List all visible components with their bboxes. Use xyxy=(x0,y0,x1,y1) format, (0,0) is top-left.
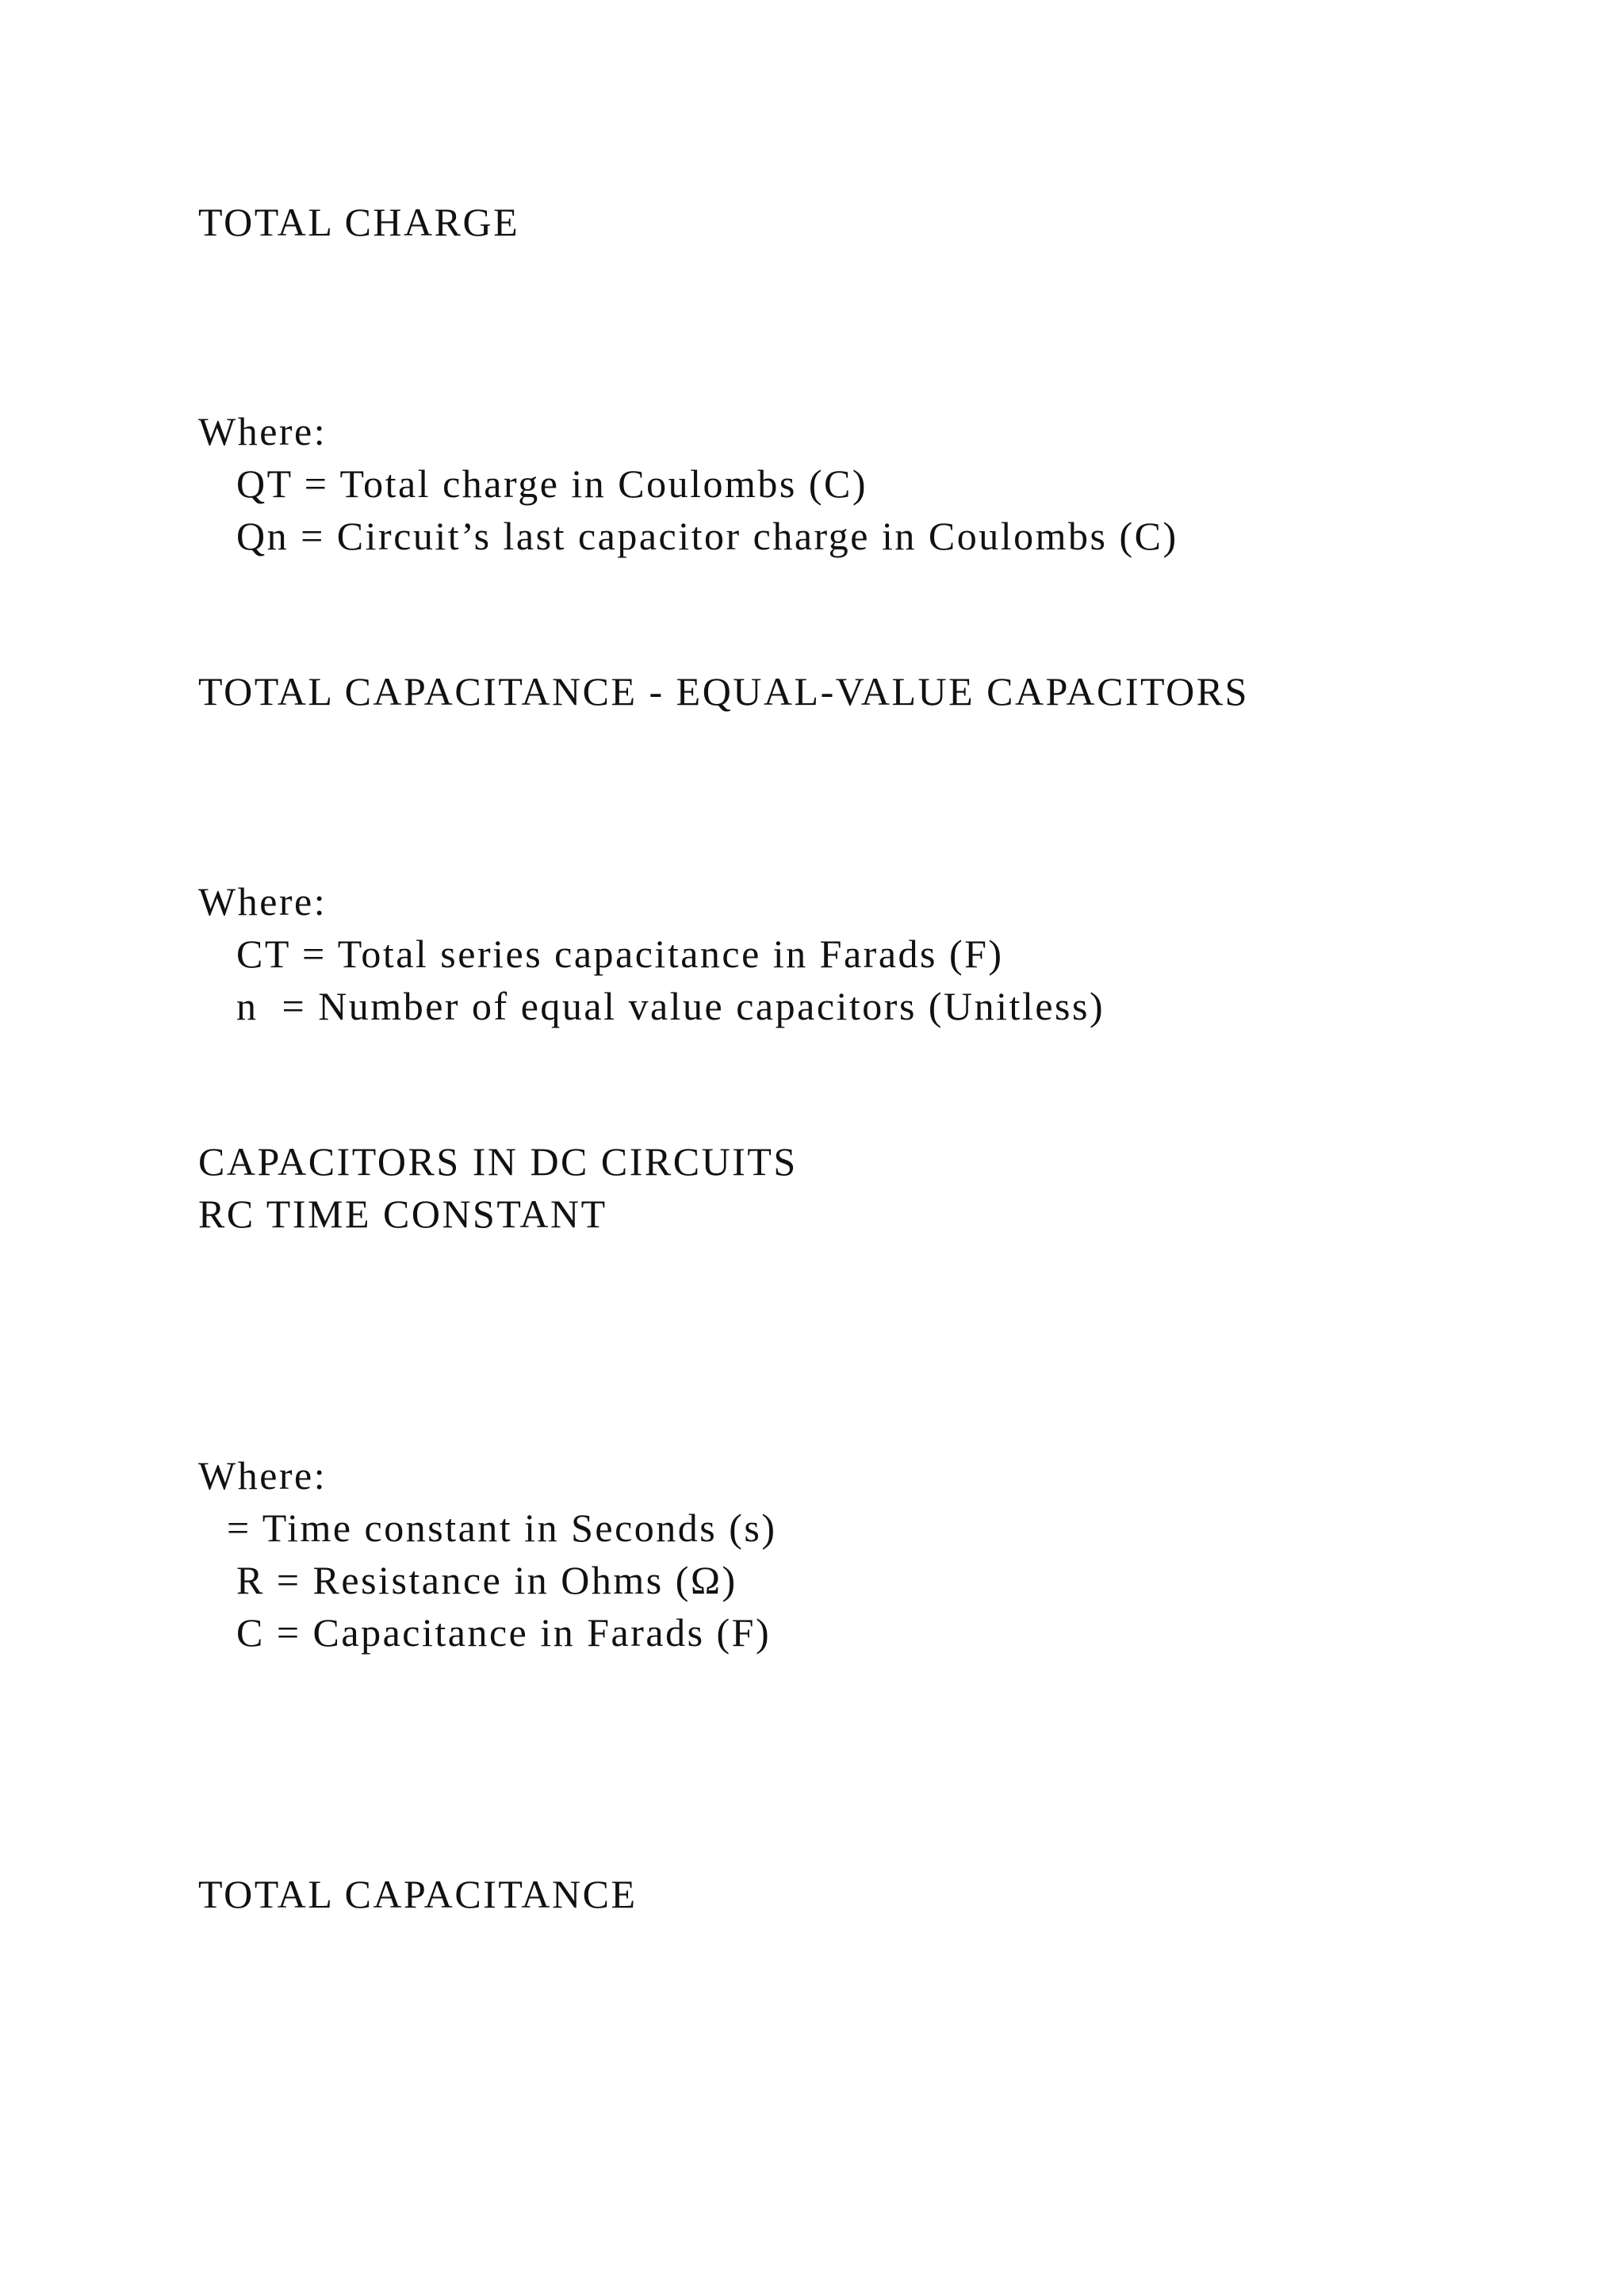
where-label: Where: xyxy=(198,879,327,924)
where-label: Where: xyxy=(198,1453,327,1498)
definition-ct: CT = Total series capacitance in Farads (F) xyxy=(236,932,1004,976)
definition-n: n = Number of equal value capacitors (Unitless) xyxy=(236,984,1105,1028)
where-label: Where: xyxy=(198,409,327,453)
heading-total-charge: TOTAL CHARGE xyxy=(198,200,520,244)
heading-total-capacitance: TOTAL CAPACITANCE xyxy=(198,1872,638,1916)
heading-equal-value-capacitors: TOTAL CAPACITANCE - EQUAL-VALUE CAPACITORS xyxy=(198,669,1249,714)
definition-tau: = Time constant in Seconds (s) xyxy=(227,1506,777,1550)
definition-r: R = Resistance in Ohms (Ω) xyxy=(236,1558,737,1602)
definition-qt: QT = Total charge in Coulombs (C) xyxy=(236,461,868,506)
definition-c: C = Capacitance in Farads (F) xyxy=(236,1610,772,1655)
heading-capacitors-in-dc-circuits: CAPACITORS IN DC CIRCUITS xyxy=(198,1139,798,1184)
definition-qn: Qn = Circuit’s last capacitor charge in Coulombs (C) xyxy=(236,514,1178,558)
heading-rc-time-constant: RC TIME CONSTANT xyxy=(198,1192,607,1236)
